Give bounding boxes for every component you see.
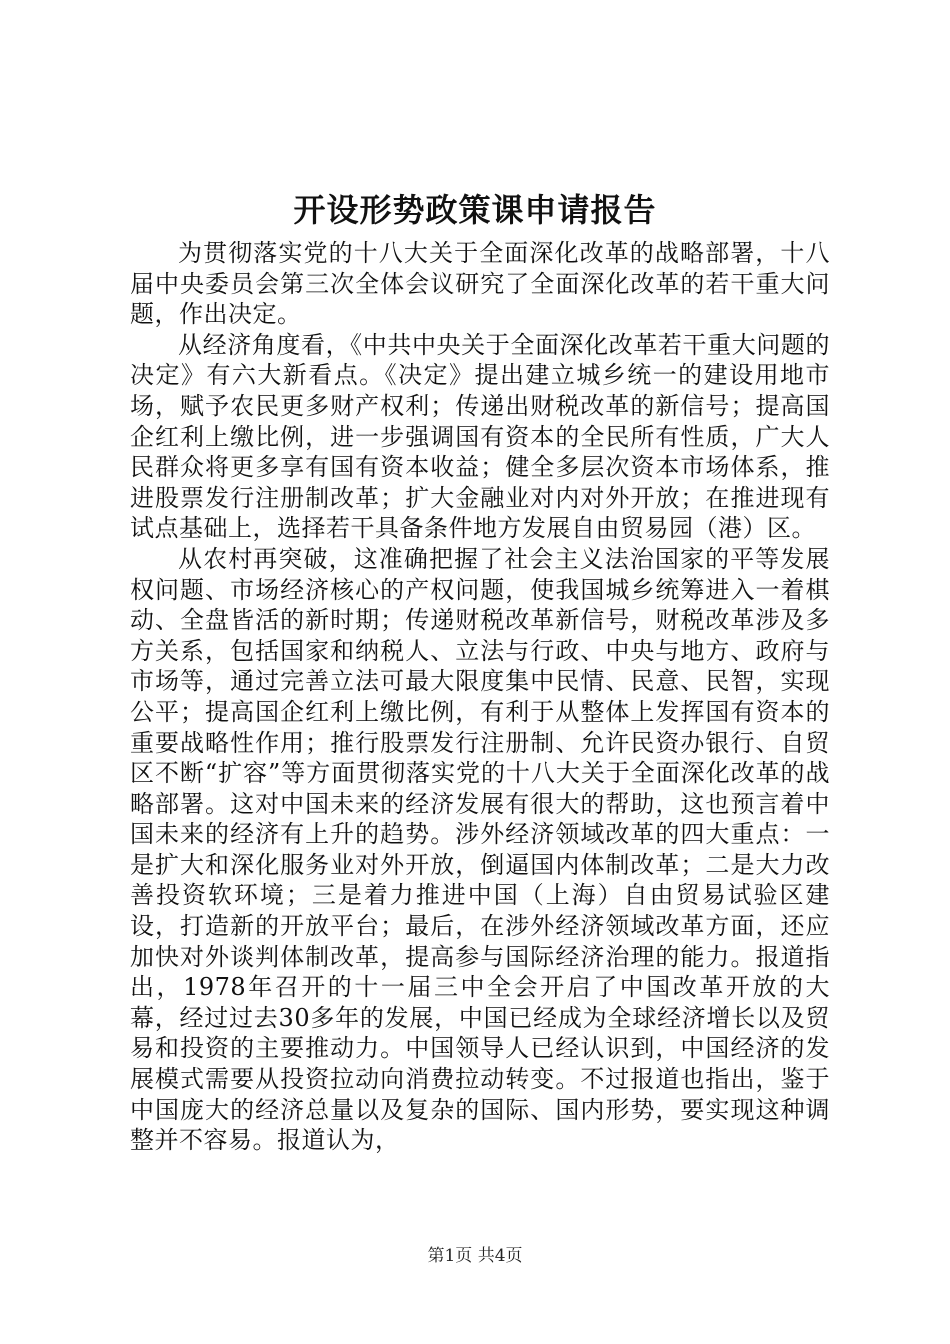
paragraph-3: 从农村再突破，这准确把握了社会主义法治国家的平等发展权问题、市场经济核心的产权问题，使我国城乡统筹进入一着棋动、全盘皆活的新时期；传递财税改革新信号，财税改革涉及多方关系，包括国家和纳税人、立法与行政、中央与地方、政府与市场等，通过完善立法可最大限度集中民情、民意、民智，实现公平；提高国企红利上缴比例，有利于从整体上发挥国有资本的重要战略性作用；推行股票发行注册制、允许民资办银行、自贸区不断“扩容”等方面贯彻落实党的十八大关于全面深化改革的战略部署。这对中国未来的经济发展有很大的帮助，这也预言着中国未来的经济有上升的趋势。涉外经济领域改革的四大重点：一是扩大和深化服务业对外开放，倒逼国内体制改革；二是大力改善投资软环境；三是着力推进中国（上海）自由贸易试验区建设，打造新的开放平台；最后，在涉外经济领域改革方面，还应加快对外谈判体制改革，提高参与国际经济治理的能力。报道指出，1978年召开的十一届三中全会开启了中国改革开放的大幕，经过过去30多年的发展，中国已经成为全球经济增长以及贸易和投资的主要推动力。中国领导人已经认识到，中国经济的发展模式需要从投资拉动向消费拉动转变。不过报道也指出，鉴于中国庞大的经济总量以及复杂的国际、国内形势，要实现这种调整并不容易。报道认为， xyxy=(130,544,830,1155)
paragraph-2: 从经济角度看，《中共中央关于全面深化改革若干重大问题的决定》有六大新看点。《决定》提出建立城乡统一的建设用地市场，赋予农民更多财产权利；传递出财税改革的新信号；提高国企红利上缴比例，进一步强调国有资本的全民所有性质，广大人民群众将更多享有国有资本收益；健全多层次资本市场体系，推进股票发行注册制改革；扩大金融业对内对外开放；在推进现有试点基础上，选择若干具备条件地方发展自由贸易园（港）区。 xyxy=(130,330,830,543)
document-title: 开设形势政策课申请报告 xyxy=(293,191,657,229)
paragraph-1: 为贯彻落实党的十八大关于全面深化改革的战略部署，十八届中央委员会第三次全体会议研究了全面深化改革的若干重大问题，作出决定。 xyxy=(130,239,830,329)
document-body xyxy=(130,238,830,1156)
page-footer: 第1页 共4页 xyxy=(427,1246,523,1266)
